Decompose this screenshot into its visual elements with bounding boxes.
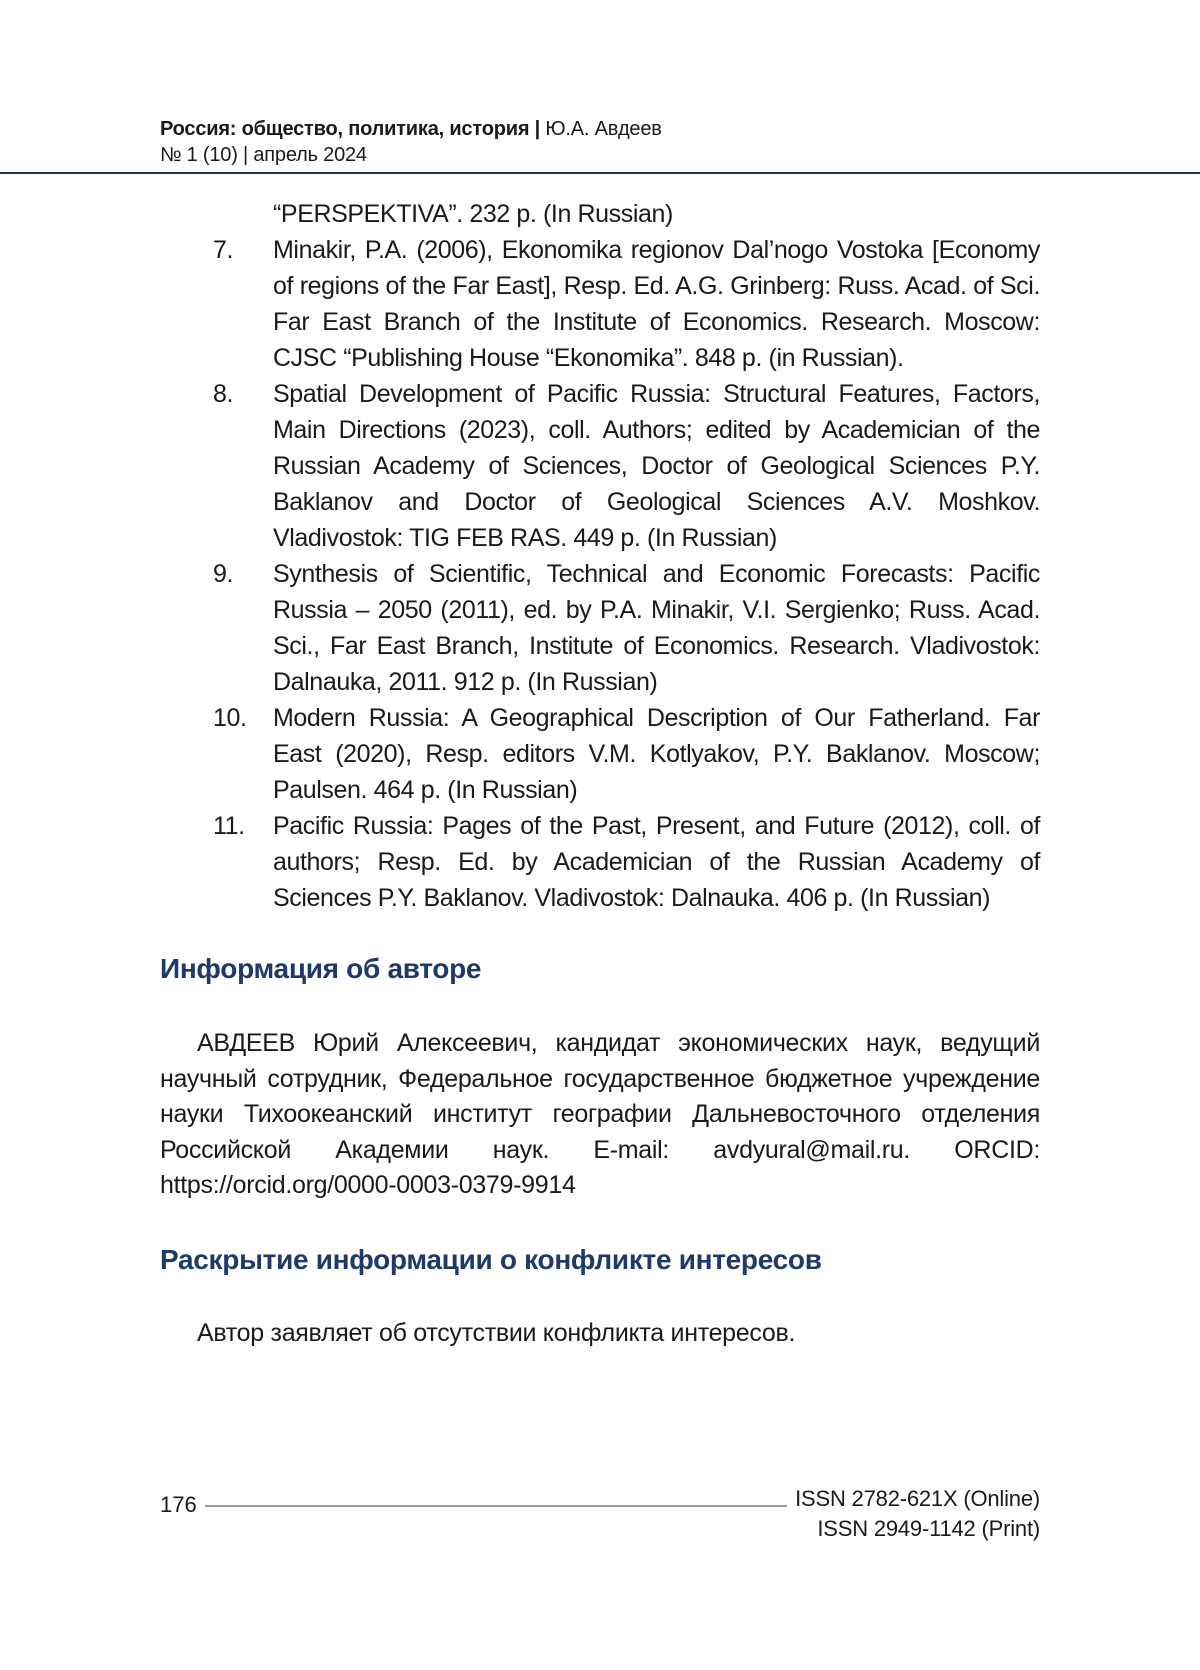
reference-item (0, 232, 1200, 376)
reference-text: Synthesis of Scientific, Technical and Economic Forecasts: Pacific Russia – 2050 (2011), ed. by P.A. Minakir, V.I. Sergienko; Russ. Acad. Sci., Far East Branch, Institute of Economics. Research. Vladivostok: Dalnauka, 2011. 912 p. (In Russian) (273, 560, 1040, 696)
header-author: Ю.А. Авдеев (545, 118, 662, 140)
reference-continuation: “PERSPEKTIVA”. 232 p. (In Russian) (273, 200, 673, 228)
reference-text: Spatial Development of Pacific Russia: Structural Features, Factors, Main Directions (2023), coll. Authors; edited by Academician of the Russian Academy of Sciences, Doctor of Geological Sciences P.Y. Baklanov and Doctor of Geological Sciences A.V. Moshkov. Vladivostok: TIG FEB RAS. 449 p. (In Russian) (273, 380, 1040, 552)
reference-list (0, 196, 1200, 916)
conflict-of-interest-heading: Раскрытие информации о конфликте интересов (160, 1244, 822, 1275)
reference-number: 7. (213, 236, 234, 264)
reference-number: 11. (213, 812, 245, 840)
reference-number: 8. (213, 380, 234, 408)
reference-item (0, 376, 1200, 556)
reference-text: Pacific Russia: Pages of the Past, Present, and Future (2012), coll. of authors; Resp. Ed. by Academician of the Russian Academy of Sciences P.Y. Baklanov. Vladivostok: Dalnauka. 406 p. (In Russian) (273, 812, 1040, 912)
running-header (160, 116, 1060, 168)
header-rule (0, 172, 1200, 174)
reference-item (0, 808, 1200, 916)
header-separator: | (529, 118, 546, 140)
issn-print: ISSN 2949-1142 (Print) (817, 1516, 1040, 1541)
page-number: 176 (160, 1492, 197, 1517)
reference-item (0, 556, 1200, 700)
issn-online: ISSN 2782-621X (Online) (795, 1486, 1040, 1511)
issue-info: № 1 (10) | апрель 2024 (160, 144, 367, 166)
header-title-line (160, 116, 1060, 142)
footer-rule (205, 1505, 787, 1507)
conflict-of-interest-text: Автор заявляет об отсутствии конфликта интересов. (197, 1319, 796, 1347)
issn-block (740, 1484, 1040, 1544)
journal-title: Россия: общество, политика, история (160, 118, 530, 140)
reference-number: 9. (213, 560, 234, 588)
reference-item (0, 700, 1200, 808)
reference-number: 10. (213, 704, 247, 732)
reference-text: Minakir, P.A. (2006), Ekonomika regionov Dal’nogo Vostoka [Economy of regions of the Far East], Resp. Ed. A.G. Grinberg: Russ. Acad. of Sci. Far East Branch of the Institute of Economics. Research. Moscow: CJSC “Publishing House “Ekonomika”. 848 p. (in Russian). (273, 236, 1040, 372)
author-info-heading: Информация об авторе (160, 953, 482, 984)
author-info-text: АВДЕЕВ Юрий Алексеевич, кандидат экономических наук, ведущий научный сотрудник, Федеральное государственное бюджетное учреждение науки Тихоокеанский институт географии Дальневосточного отделения Российской Академии наук. E-mail: avdyural@mail.ru. ORCID: https://orcid.org/0000-0003-0379-9914 (160, 1029, 1040, 1199)
reference-text: Modern Russia: A Geographical Description of Our Fatherland. Far East (2020), Resp. editors V.M. Kotlyakov, P.Y. Baklanov. Moscow; Paulsen. 464 p. (In Russian) (273, 704, 1040, 804)
